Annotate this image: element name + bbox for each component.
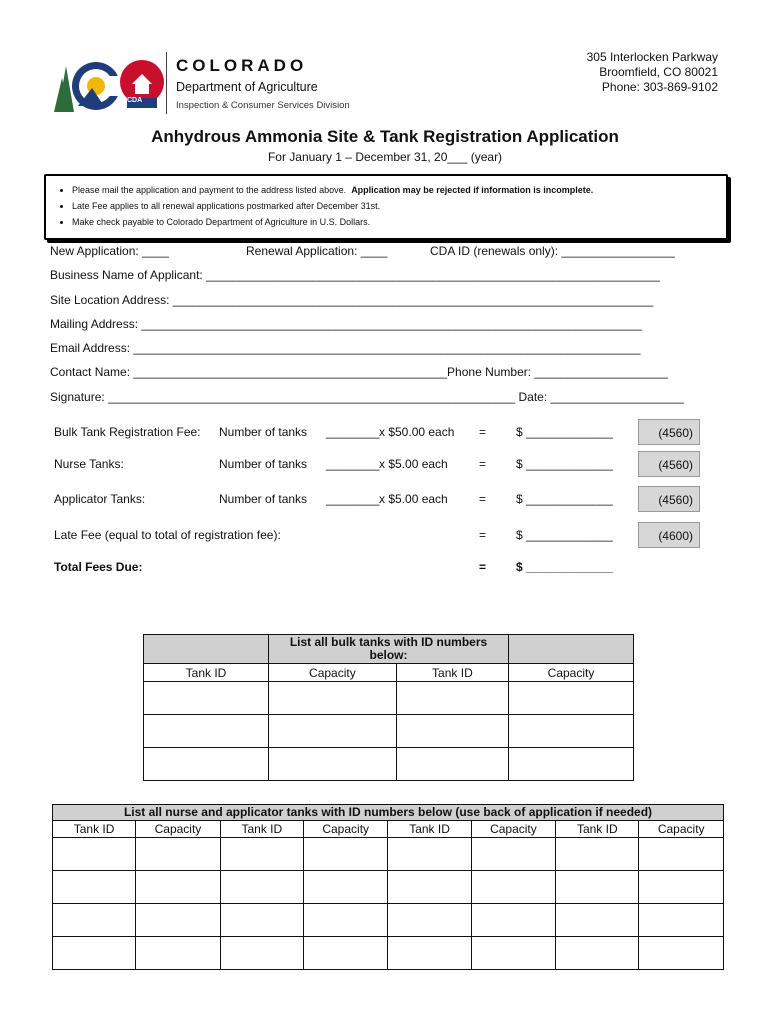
table-cell[interactable] xyxy=(136,838,221,871)
nurse-col-tank-id-1: Tank ID xyxy=(53,821,136,838)
bulk-header-blank-left xyxy=(144,635,269,664)
total-amount-input[interactable]: $ _____________ xyxy=(516,560,613,574)
table-cell[interactable] xyxy=(388,904,471,937)
table-cell[interactable] xyxy=(303,871,388,904)
bulk-equals: = xyxy=(479,425,487,439)
instruction-1: • Please mail the application and payment to the address listed above. Application may be rejected if information is incomplete. xyxy=(72,182,726,198)
bulk-fee-code: (4560) xyxy=(638,419,700,445)
table-cell[interactable] xyxy=(471,871,556,904)
bulk-col-tank-id-2: Tank ID xyxy=(396,664,508,682)
renewal-application-field[interactable]: Renewal Application: ____ xyxy=(246,244,388,258)
table-cell[interactable] xyxy=(639,937,724,970)
table-row xyxy=(144,748,634,781)
instruction-2: • Late Fee applies to all renewal applications postmarked after December 31st. xyxy=(72,198,726,214)
table-cell[interactable] xyxy=(388,871,471,904)
contact-phone-field[interactable]: Contact Name: _______________________________________________Phone Number: ____________________ xyxy=(50,365,668,379)
new-application-field[interactable]: New Application: ____ xyxy=(50,244,169,258)
nurse-amount-input[interactable]: $ _____________ xyxy=(516,457,613,471)
total-equals: = xyxy=(479,560,487,574)
instruction-3: • Make check payable to Colorado Department of Agriculture in U.S. Dollars. xyxy=(72,214,726,230)
table-row xyxy=(53,871,724,904)
business-name-field[interactable]: Business Name of Applicant: ____________________________________________________________________ xyxy=(50,268,660,282)
mailing-address-field[interactable]: Mailing Address: ___________________________________________________________________________ xyxy=(50,317,642,331)
nurse-fee-code: (4560) xyxy=(638,451,700,477)
table-cell[interactable] xyxy=(269,715,397,748)
brand-name: COLORADO xyxy=(176,56,308,75)
table-cell[interactable] xyxy=(639,871,724,904)
table-cell[interactable] xyxy=(53,838,136,871)
table-cell[interactable] xyxy=(136,904,221,937)
table-cell[interactable] xyxy=(556,937,639,970)
colorado-logo-graphic xyxy=(52,48,172,120)
nurse-rate: x $5.00 each xyxy=(379,457,448,471)
late-amount-input[interactable]: $ _____________ xyxy=(516,528,613,542)
applicator-fee-code: (4560) xyxy=(638,486,700,512)
bulk-num-tanks-label: Number of tanks xyxy=(219,425,308,439)
nurse-col-tank-id-4: Tank ID xyxy=(556,821,639,838)
nurse-col-tank-id-3: Tank ID xyxy=(388,821,471,838)
table-cell[interactable] xyxy=(303,904,388,937)
table-cell[interactable] xyxy=(396,715,508,748)
table-row xyxy=(53,937,724,970)
bulk-header-blank-right xyxy=(509,635,634,664)
address-line-2: Broomfield, CO 80021 xyxy=(599,65,718,79)
table-cell[interactable] xyxy=(471,838,556,871)
table-cell[interactable] xyxy=(144,682,269,715)
table-row xyxy=(144,715,634,748)
applicator-rate: x $5.00 each xyxy=(379,492,448,506)
bulk-amount-input[interactable]: $ _____________ xyxy=(516,425,613,439)
table-cell[interactable] xyxy=(396,682,508,715)
table-cell[interactable] xyxy=(471,904,556,937)
nurse-num-tanks-input[interactable]: ________ xyxy=(326,457,380,471)
nurse-col-capacity-4: Capacity xyxy=(639,821,724,838)
nurse-fee-label: Nurse Tanks: xyxy=(54,457,124,471)
table-cell[interactable] xyxy=(144,715,269,748)
applicator-num-tanks-label: Number of tanks xyxy=(219,492,308,506)
table-cell[interactable] xyxy=(53,904,136,937)
logo-badge-text: CDA xyxy=(127,97,143,104)
applicator-num-tanks-input[interactable]: ________ xyxy=(326,492,380,506)
address-line-1: 305 Interlocken Parkway xyxy=(586,50,718,64)
bulk-col-capacity-1: Capacity xyxy=(269,664,397,682)
table-cell[interactable] xyxy=(144,748,269,781)
table-cell[interactable] xyxy=(220,937,303,970)
late-fee-label: Late Fee (equal to total of registration fee): xyxy=(54,528,281,542)
table-cell[interactable] xyxy=(136,871,221,904)
bulk-tanks-table xyxy=(143,634,634,781)
table-cell[interactable] xyxy=(556,904,639,937)
table-cell[interactable] xyxy=(556,838,639,871)
applicator-fee-label: Applicator Tanks: xyxy=(54,492,146,506)
email-address-field[interactable]: Email Address: ____________________________________________________________________________ xyxy=(50,341,641,355)
nurse-applicator-tanks-table xyxy=(52,804,724,970)
department-name: Department of Agriculture xyxy=(176,80,318,94)
nurse-col-tank-id-2: Tank ID xyxy=(220,821,303,838)
instructions-box xyxy=(44,174,728,240)
table-cell[interactable] xyxy=(53,937,136,970)
table-cell[interactable] xyxy=(388,838,471,871)
applicator-amount-input[interactable]: $ _____________ xyxy=(516,492,613,506)
table-cell[interactable] xyxy=(509,715,634,748)
bulk-rate: x $50.00 each xyxy=(379,425,455,439)
applicator-equals: = xyxy=(479,492,487,506)
address-line-3: Phone: 303-869-9102 xyxy=(601,80,718,94)
mailing-address xyxy=(587,50,718,95)
table-cell[interactable] xyxy=(639,904,724,937)
table-cell[interactable] xyxy=(639,838,724,871)
late-equals: = xyxy=(479,528,487,542)
logo-divider xyxy=(166,52,167,114)
cda-id-field[interactable]: CDA ID (renewals only): _________________ xyxy=(430,244,675,258)
nurse-col-capacity-2: Capacity xyxy=(303,821,388,838)
table-cell[interactable] xyxy=(220,871,303,904)
table-cell[interactable] xyxy=(53,871,136,904)
table-cell[interactable] xyxy=(269,748,397,781)
table-cell[interactable] xyxy=(303,838,388,871)
late-fee-code: (4600) xyxy=(638,522,700,548)
signature-date-field[interactable]: Signature: _____________________________________________________________ Date: ____________________ xyxy=(50,390,684,404)
table-row xyxy=(53,838,724,871)
table-cell[interactable] xyxy=(220,838,303,871)
page-title: Anhydrous Ammonia Site & Tank Registration Application xyxy=(151,127,619,146)
nurse-col-capacity-1: Capacity xyxy=(136,821,221,838)
bulk-table-header: List all bulk tanks with ID numbers below: xyxy=(269,635,509,664)
total-fees-label: Total Fees Due: xyxy=(54,560,143,574)
table-cell[interactable] xyxy=(556,871,639,904)
bulk-num-tanks-input[interactable]: ________ xyxy=(326,425,380,439)
site-location-field[interactable]: Site Location Address: ________________________________________________________________________ xyxy=(50,293,654,307)
page-subtitle: For January 1 – December 31, 20___ (year) xyxy=(267,150,503,164)
table-row xyxy=(53,904,724,937)
table-cell[interactable] xyxy=(303,937,388,970)
nurse-table-header: List all nurse and applicator tanks with ID numbers below (use back of application if needed) xyxy=(53,805,724,821)
division-name: Inspection & Consumer Services Division xyxy=(176,100,350,111)
brand-block xyxy=(176,56,350,111)
table-cell[interactable] xyxy=(396,748,508,781)
nurse-num-tanks-label: Number of tanks xyxy=(219,457,308,471)
bulk-fee-label: Bulk Tank Registration Fee: xyxy=(54,425,201,439)
nurse-col-capacity-3: Capacity xyxy=(471,821,556,838)
table-cell[interactable] xyxy=(136,937,221,970)
table-cell[interactable] xyxy=(509,682,634,715)
table-row xyxy=(144,682,634,715)
table-cell[interactable] xyxy=(269,682,397,715)
bulk-col-capacity-2: Capacity xyxy=(509,664,634,682)
table-cell[interactable] xyxy=(220,904,303,937)
nurse-equals: = xyxy=(479,457,487,471)
table-cell[interactable] xyxy=(509,748,634,781)
table-cell[interactable] xyxy=(471,937,556,970)
bulk-col-tank-id-1: Tank ID xyxy=(144,664,269,682)
table-cell[interactable] xyxy=(388,937,471,970)
